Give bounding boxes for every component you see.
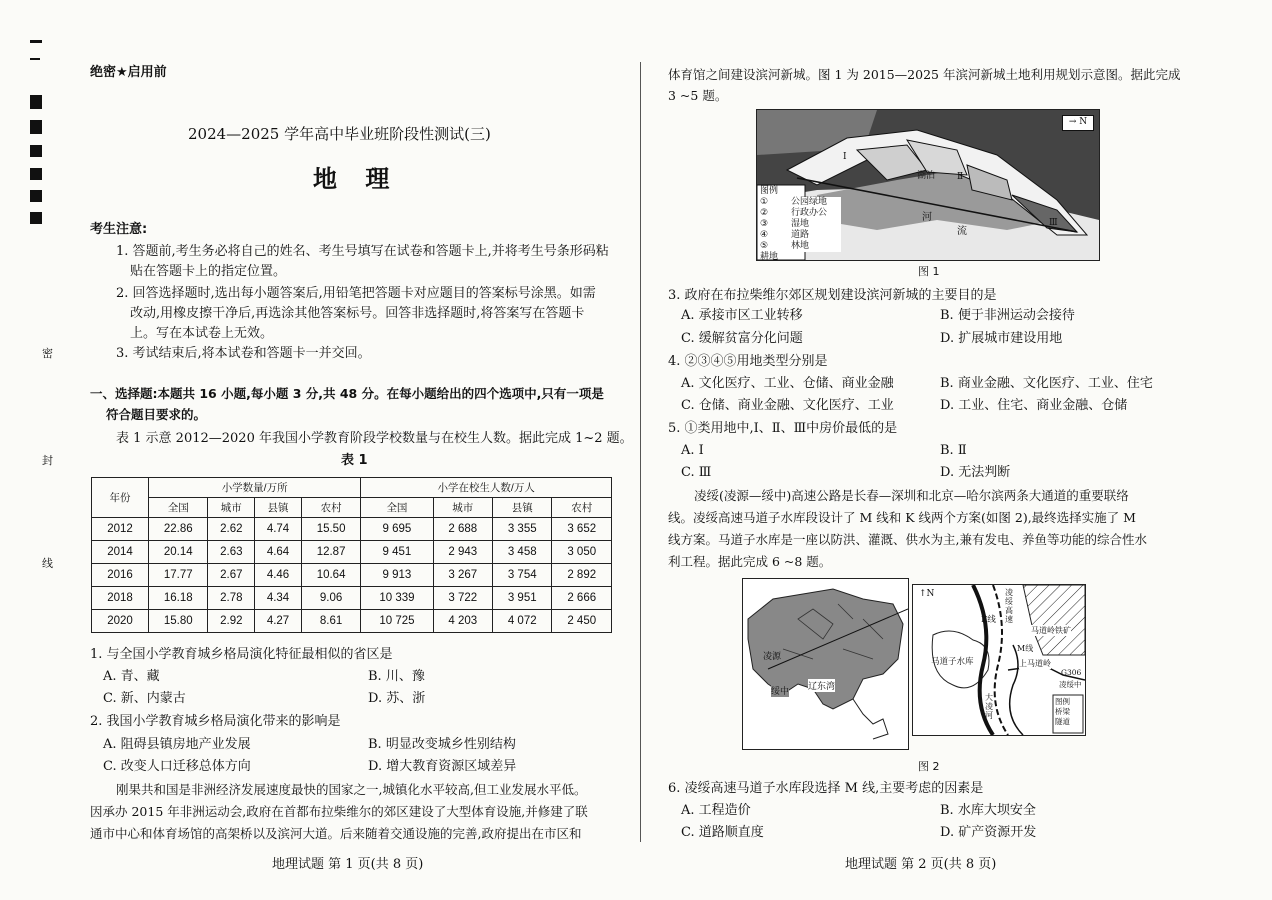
- north-label: N: [1079, 117, 1088, 127]
- table-cell: 2018: [92, 587, 149, 610]
- daling-river-label: 大凌河: [985, 693, 993, 720]
- table-cell: 15.50: [301, 518, 360, 541]
- q4-option-b: B. 商业金融、文化医疗、工业、住宅: [940, 376, 1153, 391]
- figure-1-caption: 图 1: [918, 265, 940, 278]
- notice-2-line3: 上。写在本试卷上无效。: [130, 326, 274, 341]
- section-heading-line1: 一、选择题:本题共 16 小题,每小题 3 分,共 48 分。在每小题给出的四个选项中,只有一项是: [90, 386, 604, 401]
- table-cell: 9.06: [301, 587, 360, 610]
- passage1-line1: 刚果共和国是非洲经济发展速度最快的国家之一,城镇化水平较高,但工业发展水平低。: [116, 782, 587, 797]
- table-cell: 4.46: [255, 564, 302, 587]
- table-cell: 2012: [92, 518, 149, 541]
- g306-label: G306: [1061, 668, 1082, 677]
- page2-intro-line2: 3 ~5 题。: [668, 88, 728, 103]
- figure-1-land-use-map: [756, 109, 1100, 261]
- margin-mark-xian: 线: [42, 557, 53, 570]
- table-cell: 3 722: [433, 587, 492, 610]
- page2-intro-line1: 体育馆之间建设滨河新城。图 1 为 2015—2025 年滨河新城土地利用规划示意图。据此完成: [668, 67, 1181, 82]
- table-title: 表 1: [341, 453, 368, 468]
- table-cell: 2.67: [208, 564, 255, 587]
- lake-label: 湖泊: [917, 171, 936, 181]
- table-cell: 3 267: [433, 564, 492, 587]
- sub-header: 农村: [552, 498, 612, 518]
- q1-option-b: B. 川、豫: [368, 669, 425, 684]
- section-heading-line2: 符合题目要求的。: [106, 407, 207, 422]
- table-cell: 3 458: [493, 541, 552, 564]
- figure-2-legend: [1055, 697, 1070, 727]
- q3-option-d: D. 扩展城市建设用地: [940, 331, 1063, 346]
- table-cell: 9 695: [361, 518, 433, 541]
- year-header: 年份: [92, 478, 149, 518]
- river-label-liu: 流: [957, 226, 967, 237]
- sub-header: 城市: [208, 498, 255, 518]
- table-intro: 表 1 示意 2012—2020 年我国小学教育阶段学校数量与在校生人数。据此完成 1~2 题。: [116, 431, 633, 446]
- table-cell: 2016: [92, 564, 149, 587]
- table-cell: 10.64: [301, 564, 360, 587]
- question-4: 4. ②③④⑤用地类型分别是: [668, 354, 828, 369]
- table-row: [92, 518, 612, 541]
- table-cell: 3 050: [552, 541, 612, 564]
- notice-heading: 考生注意:: [90, 222, 148, 237]
- legend-item: ①: [760, 197, 769, 207]
- table-cell: 17.77: [149, 564, 208, 587]
- table-row: [92, 564, 612, 587]
- notice-1-line1: 1. 答题前,考生务必将自己的姓名、考生号填写在试卷和答题卡上,并将考生号条形码粘: [116, 244, 609, 259]
- table-cell: 4.74: [255, 518, 302, 541]
- m-line-label: M线: [1017, 644, 1034, 653]
- sub-header: 县镇: [255, 498, 302, 518]
- sub-header: 县镇: [493, 498, 552, 518]
- question-1: 1. 与全国小学教育城乡格局演化特征最相似的省区是: [90, 647, 393, 662]
- table-cell: 2.92: [208, 610, 255, 633]
- legend-title: 图例: [760, 186, 779, 196]
- page-divider: [640, 62, 641, 842]
- school-stats-table: [91, 477, 612, 633]
- legend-tunnel: 隧道: [1055, 717, 1070, 726]
- q2-option-b: B. 明显改变城乡性别结构: [368, 737, 516, 752]
- table-cell: 2.62: [208, 518, 255, 541]
- table-cell: 12.87: [301, 541, 360, 564]
- sub-header: 城市: [433, 498, 492, 518]
- q5-option-b: B. Ⅱ: [940, 443, 967, 458]
- passage2-line2: 线。凌绥高速马道子水库段设计了 M 线和 K 线两个方案(如图 2),最终选择实施了 M: [668, 510, 1136, 525]
- legend-item: 林地: [791, 241, 810, 251]
- table-cell: 2 450: [552, 610, 612, 633]
- sub-header: 农村: [301, 498, 360, 518]
- legend-item: ④: [760, 230, 769, 240]
- q2-option-d: D. 增大教育资源区域差异: [368, 759, 517, 774]
- q3-option-a: A. 承接市区工业转移: [681, 308, 803, 323]
- table-cell: 15.80: [149, 610, 208, 633]
- table-cell: 20.14: [149, 541, 208, 564]
- table-cell: 10 725: [361, 610, 433, 633]
- figure-1-north-arrow: → N: [1062, 115, 1094, 131]
- notice-2-line2: 改动,用橡皮擦干净后,再选涂其他答案标号。回答非选择题时,将答案写在答题卡: [130, 306, 585, 321]
- q5-option-d: D. 无法判断: [940, 465, 1011, 480]
- q4-option-c: C. 仓储、商业金融、文化医疗、工业: [681, 398, 894, 413]
- legend-item: 道路: [791, 230, 810, 240]
- legend-item: ②: [760, 208, 769, 218]
- table-cell: 2.63: [208, 541, 255, 564]
- margin-mark-feng: 封: [42, 454, 53, 467]
- zone-label-3: Ⅲ: [1049, 218, 1058, 228]
- north-label: N: [926, 589, 935, 599]
- passage1-line2: 因承办 2015 年非洲运动会,政府在首都布拉柴维尔的郊区建设了大型体育设施,并修建了联: [90, 804, 588, 819]
- page1-footer: 地理试题 第 1 页(共 8 页): [272, 857, 424, 872]
- legend-bridge: 桥梁: [1055, 707, 1070, 716]
- legend-item: ⑤: [760, 241, 769, 251]
- suizhong-highway-label: 凌绥中: [1059, 680, 1082, 689]
- notice-1-line2: 贴在答题卡上的指定位置。: [130, 264, 287, 279]
- table-cell: 2.78: [208, 587, 255, 610]
- legend-item: 耕地: [760, 252, 779, 261]
- q3-option-c: C. 缓解贫富分化问题: [681, 331, 803, 346]
- question-2: 2. 我国小学教育城乡格局演化带来的影响是: [90, 714, 341, 729]
- figure-2-regional-svg: [743, 579, 908, 749]
- question-5: 5. ①类用地中,Ⅰ、Ⅱ、Ⅲ中房价最低的是: [668, 421, 898, 436]
- q1-option-c: C. 新、内蒙古: [103, 691, 186, 706]
- q5-option-a: A. Ⅰ: [681, 443, 704, 458]
- k-line-label: K线: [981, 615, 996, 625]
- q6-option-c: C. 道路顺直度: [681, 825, 764, 840]
- legend-item: 行政办公: [791, 208, 828, 218]
- table-cell: 3 951: [493, 587, 552, 610]
- passage2-line1: 凌绥(凌源—绥中)高速公路是长春—深圳和北京—哈尔滨两条大通道的重要联络: [694, 488, 1129, 503]
- q1-option-a: A. 青、藏: [103, 669, 160, 684]
- table-row: [92, 541, 612, 564]
- exam-title: 2024—2025 学年高中毕业班阶段性测试(三): [188, 125, 491, 143]
- iron-mine-label: 马道岭铁矿: [1031, 626, 1071, 635]
- q1-option-d: D. 苏、浙: [368, 691, 426, 706]
- q4-option-a: A. 文化医疗、工业、仓储、商业金融: [681, 376, 894, 391]
- legend-title: 图例: [1055, 697, 1070, 706]
- table-cell: 4.64: [255, 541, 302, 564]
- village-label: 上马道岭: [1019, 659, 1051, 668]
- question-6: 6. 凌绥高速马道子水库段选择 M 线,主要考虑的因素是: [668, 781, 984, 796]
- q2-option-c: C. 改变人口迁移总体方向: [103, 759, 251, 774]
- secret-label: 绝密★启用前: [90, 65, 167, 80]
- table-cell: 3 652: [552, 518, 612, 541]
- legend-item: ③: [760, 219, 769, 229]
- legend-item: 湿地: [791, 219, 810, 229]
- table-cell: 9 451: [361, 541, 433, 564]
- table-cell: 4.27: [255, 610, 302, 633]
- margin-mark-mi: 密: [42, 347, 53, 360]
- q6-option-a: A. 工程造价: [681, 803, 751, 818]
- table-cell: 10 339: [361, 587, 433, 610]
- legend-item: 公园绿地: [791, 197, 828, 207]
- table-cell: 4 072: [493, 610, 552, 633]
- figure-2-detail-map: [912, 584, 1086, 736]
- table-cell: 2 943: [433, 541, 492, 564]
- figure-2-caption: 图 2: [918, 760, 940, 773]
- passage2-line4: 利工程。据此完成 6 ~8 题。: [668, 554, 832, 569]
- notice-3: 3. 考试结束后,将本试卷和答题卡一并交回。: [116, 346, 371, 361]
- table-cell: 22.86: [149, 518, 208, 541]
- subject-title: 地 理: [313, 165, 400, 193]
- table-row: [92, 587, 612, 610]
- notice-2-line1: 2. 回答选择题时,选出每小题答案后,用铅笔把答题卡对应题目的答案标号涂黑。如需: [116, 286, 596, 301]
- table-cell: 3 754: [493, 564, 552, 587]
- figure-2-north-arrow: ↑N: [919, 589, 935, 599]
- passage2-line3: 线方案。马道子水库是一座以防洪、灌溉、供水为主,兼有发电、养鱼等功能的综合性水: [668, 532, 1147, 547]
- sub-header: 全国: [149, 498, 208, 518]
- table-cell: 2020: [92, 610, 149, 633]
- table-cell: 9 913: [361, 564, 433, 587]
- q6-option-d: D. 矿产资源开发: [940, 825, 1037, 840]
- table-cell: 2 666: [552, 587, 612, 610]
- suizhong-label: 绥中: [771, 684, 789, 697]
- zone-label-1: Ⅰ: [843, 152, 847, 162]
- q2-option-a: A. 阻碍县镇房地产业发展: [103, 737, 251, 752]
- table-cell: 2 892: [552, 564, 612, 587]
- table-cell: 2 688: [433, 518, 492, 541]
- table-row: [92, 610, 612, 633]
- q3-option-b: B. 便于非洲运动会接待: [940, 308, 1075, 323]
- question-3: 3. 政府在布拉柴维尔郊区规划建设滨河新城的主要目的是: [668, 288, 997, 303]
- lingyuan-label: 凌源: [763, 649, 781, 662]
- table-cell: 8.61: [301, 610, 360, 633]
- q4-option-d: D. 工业、住宅、商业金融、仓储: [940, 398, 1128, 413]
- table-cell: 3 355: [493, 518, 552, 541]
- zone-label-2: Ⅱ: [957, 172, 964, 182]
- table-cell: 4.34: [255, 587, 302, 610]
- sub-header: 全国: [361, 498, 433, 518]
- page2-footer: 地理试题 第 2 页(共 8 页): [845, 857, 997, 872]
- q5-option-c: C. Ⅲ: [681, 465, 712, 480]
- table-cell: 2014: [92, 541, 149, 564]
- river-label-he: 河: [922, 212, 932, 223]
- student-count-header: 小学在校生人数/万人: [361, 478, 612, 498]
- figure-2-regional-map: [742, 578, 909, 750]
- q6-option-b: B. 水库大坝安全: [940, 803, 1036, 818]
- liaodong-bay-label: 辽东湾: [808, 679, 835, 692]
- passage1-line3: 通市中心和体育场馆的高架桥以及滨河大道。后来随着交通设施的完善,政府提出在市区和: [90, 826, 582, 841]
- lingsui-highway-label: 凌绥高速: [1005, 588, 1013, 624]
- school-count-header: 小学数量/万所: [149, 478, 361, 498]
- reservoir-label: 马道子水库: [931, 657, 974, 667]
- table-cell: 4 203: [433, 610, 492, 633]
- table-cell: 16.18: [149, 587, 208, 610]
